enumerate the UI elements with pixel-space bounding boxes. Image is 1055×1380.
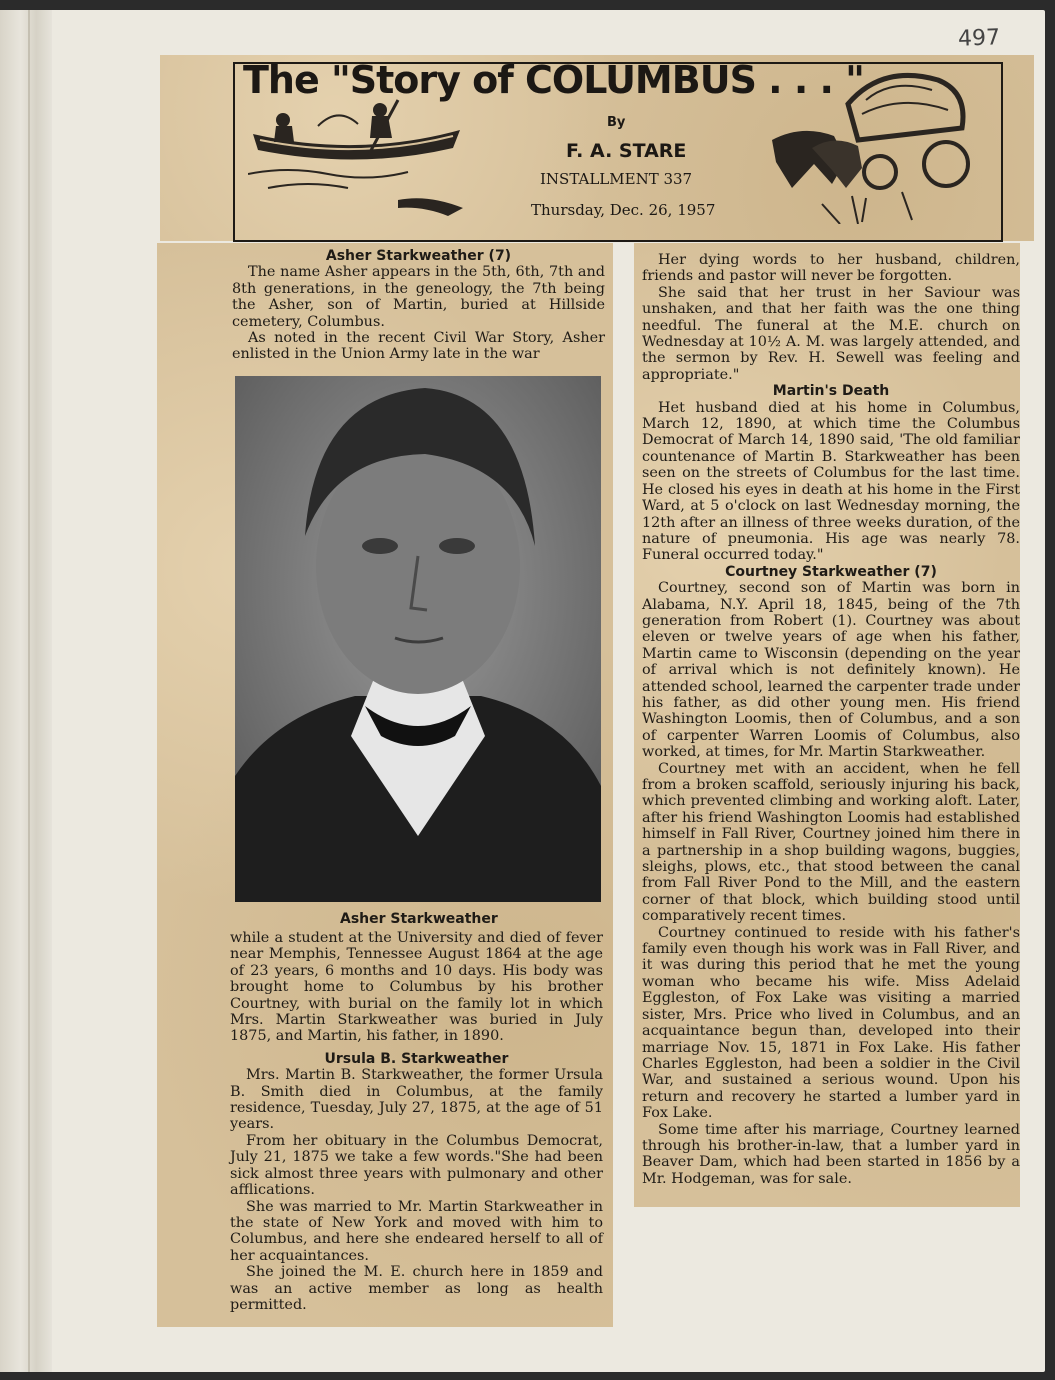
spine-crease <box>28 10 30 1372</box>
publication-date: Thursday, Dec. 26, 1957 <box>531 201 716 219</box>
ursula-paragraph-1: Mrs. Martin B. Starkweather, the former Ursula B. Smith died in Columbus, at the family residence, Tuesday, July 27, 1875, at the age of 51 years. <box>230 1067 603 1133</box>
section-heading-martins-death: Martin's Death <box>772 383 890 400</box>
right-column <box>642 252 1020 1187</box>
asher-continued-paragraph: while a student at the University and died of fever near Memphis, Tennessee August 1864 at the age of 23 years, 6 months and 10 days. His body was brought home to Columbus by his brother Courtney, with burial on the family lot in which Mrs. Martin Starkweather was buried in July 1875, and Martin, his father, in 1890. <box>230 930 603 1045</box>
intro-paragraph-2: She said that her trust in her Saviour was unshaken, and that her faith was the one thing needful. The funeral at the M.E. church on Wednesday at 10½ A. M. was largely attended, and the sermon by Rev. H. Sewell was feeling and appropriate." <box>642 284 1020 383</box>
martins-death-paragraph: Het husband died at his home in Columbus, March 12, 1890, at which time the Columbus Democrat of March 14, 1890 said, 'The old familiar countenance of Martin B. Starkweather has been seen on the streets of Columbus for the last time. He closed his eyes in death at his home in the First Ward, at 5 o'clock on last Wednesday morning, the 12th after an illness of three weeks duration, of the nature of pneumonia. His age was nearly 78. Funeral occurred today." <box>642 399 1020 564</box>
ursula-paragraph-3: She was married to Mr. Martin Starkweather in the state of New York and moved with him to Columbus, and here she endeared herself to all of her acquaintances. <box>230 1198 603 1264</box>
asher-paragraph-1: The name Asher appears in the 5th, 6th, 7th and 8th generations, in the geneology, the 7th being the Asher, son of Martin, buried at Hillside cemetery, Columbus. <box>232 264 605 330</box>
page-number: 497 <box>957 25 1001 52</box>
ursula-paragraph-2: From her obituary in the Columbus Democrat, July 21, 1875 we take a few words."She had been sick almost three years with pulmonary and other afflications. <box>230 1132 603 1199</box>
installment-number: INSTALLMENT 337 <box>540 170 693 188</box>
book-spine <box>0 10 52 1372</box>
photo-caption: Asher Starkweather <box>340 911 498 927</box>
courtney-paragraph-2: Courtney met with an accident, when he fell from a broken scaffold, seriously injuring his back, which prevented climbing and working aloft. Later, after his friend Washington Loomis had established himself in Fall River, Courtney joined him there in a partnership in a shop building wagons, buggies, sleighs, plows, etc., that stood between the canal from Fall River Pond to the Mill, and the eastern corner of that block, which building stood until comparatively recent times. <box>642 760 1020 925</box>
byline-label: By <box>607 115 626 130</box>
section-heading-ursula: Ursula B. Starkweather <box>324 1050 509 1067</box>
left-column-bottom <box>230 930 603 1313</box>
portrait-photo <box>235 376 601 902</box>
section-heading-asher: Asher Starkweather (7) <box>325 248 512 264</box>
section-heading-courtney: Courtney Starkweather (7) <box>725 563 937 580</box>
canoe-illustration <box>248 96 478 221</box>
asher-paragraph-2: As noted in the recent Civil War Story, Asher enlisted in the Union Army late in the war <box>232 330 605 363</box>
courtney-paragraph-3: Courtney continued to reside with his father's family even though his work was in Fall River, and it was during this period that he met the young woman who became his wife. Miss Adelaid Eggleston, of Fox Lake was visiting a married sister, Mrs. Price who lived in Columbus, and an acquaintance begun than, developed into their marriage Nov. 15, 1871 in Fox Lake. His father Charles Eggleston, had been a soldier in the Civil War, and sustained a serious wound. Upon his return and recovery he started a lumber yard in Fox Lake. <box>642 924 1020 1122</box>
courtney-paragraph-4: Some time after his marriage, Courtney learned through his brother-in-law, that a lumber yard in Beaver Dam, which had been started in 1856 by a Mr. Hodgeman, was for sale. <box>642 1121 1020 1187</box>
masthead-title: The "Story of COLUMBUS . . . " <box>243 58 864 102</box>
author-name: F. A. STARE <box>566 140 687 162</box>
covered-wagon-illustration <box>762 64 994 224</box>
left-column-top <box>232 248 605 363</box>
intro-paragraph-1: Her dying words to her husband, children, friends and pastor will never be forgotten. <box>642 252 1020 285</box>
courtney-paragraph-1: Courtney, second son of Martin was born in Alabama, N.Y. April 18, 1845, being of the 7th generation from Robert (1). Courtney was about eleven or twelve years of age when his father, Martin came to Wisconsin (depending on the year of arrival which is not definitely known). He attended school, learned the carpenter trade under his father, as did other young men. His friend Washington Loomis, then of Columbus, and a son of carpenter Warren Loomis of Columbus, also worked, at times, for Mr. Martin Starkweather. <box>642 580 1020 761</box>
ursula-paragraph-4: She joined the M. E. church here in 1859 and was an active member as long as health permitted. <box>230 1264 603 1313</box>
